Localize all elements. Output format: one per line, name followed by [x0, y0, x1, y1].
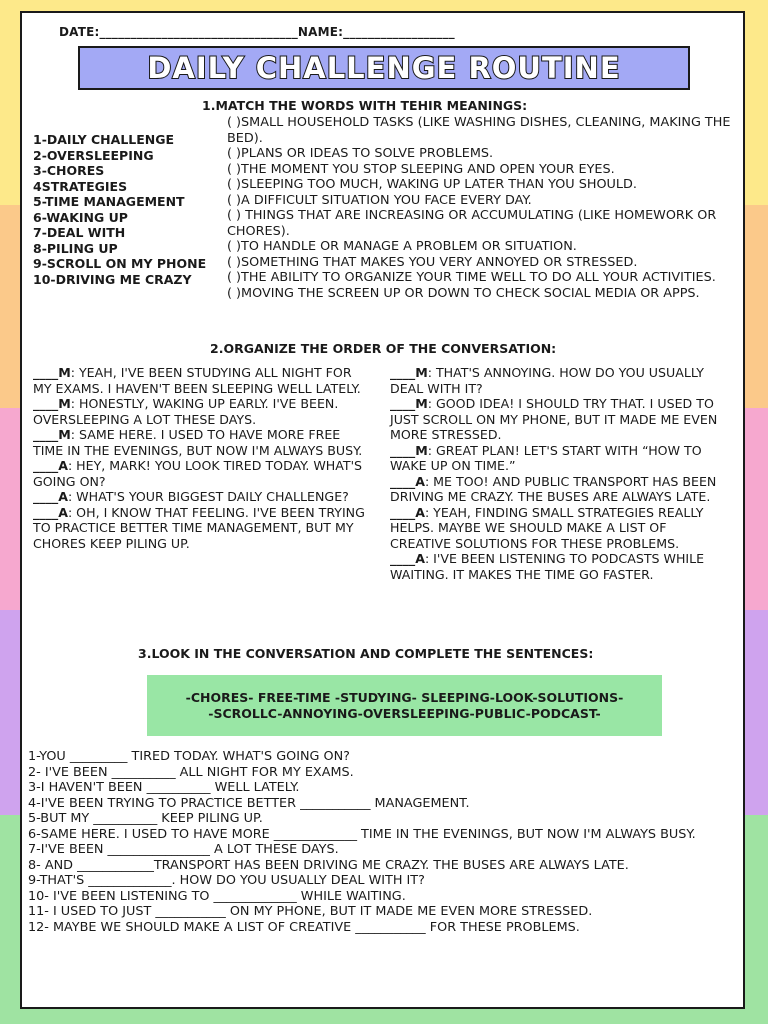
meaning-item: ( ) THINGS THAT ARE INCREASING OR ACCUMULATING (LIKE HOMEWORK OR CHORES). [227, 208, 717, 239]
conversation-line: ____A: ME TOO! AND PUBLIC TRANSPORT HAS BEEN DRIVING ME CRAZY. THE BUSES ARE ALWAYS LATE. [390, 473, 717, 504]
word-bank [147, 675, 662, 736]
conversation-line: ____M: HONESTLY, WAKING UP EARLY. I'VE BEEN. [33, 396, 339, 411]
title-banner [78, 46, 690, 90]
sentence-item: 7-I'VE BEEN ________________ A LOT THESE DAYS. [28, 842, 339, 857]
meaning-item: ( )A DIFFICULT SITUATION YOU FACE EVERY DAY. [227, 192, 532, 208]
vocab-item: 9-SCROLL ON MY PHONE [33, 256, 207, 271]
vocab-list [33, 132, 206, 287]
sentence-item: 6-SAME HERE. I USED TO HAVE MORE _____________ TIME IN THE EVENINGS, BUT NOW I'M ALWAYS BUSY. [28, 826, 696, 842]
conversation-line: ____A: HEY, MARK! YOU LOOK TIRED TODAY. WHAT'S GOING ON? [33, 458, 363, 489]
conversation-right-column [390, 365, 728, 582]
vocab-item: 8-PILING UP [33, 240, 118, 256]
vocab-item: 1-DAILY CHALLENGE [33, 132, 175, 147]
section3-title: 3.LOOK IN THE CONVERSATION AND COMPLETE THE SENTENCES: [138, 646, 594, 661]
date-name-line: DATE:________________________________NAME:__________________ [59, 25, 455, 39]
vocab-item: 7-DEAL WITH [33, 225, 126, 240]
sentence-item: 12- MAYBE WE SHOULD MAKE A LIST OF CREATIVE ___________ FOR THESE PROBLEMS. [28, 919, 580, 935]
worksheet-page [20, 11, 745, 1009]
meaning-item: ( )THE ABILITY TO ORGANIZE YOUR TIME WELL TO DO ALL YOUR ACTIVITIES. [227, 270, 716, 285]
conversation-line: ____M: GREAT PLAN! LET'S START WITH “HOW TO WAKE UP ON TIME.” [390, 442, 702, 473]
vocab-item: 2-OVERSLEEPING [33, 147, 154, 163]
conversation-line: ____A: WHAT'S YOUR BIGGEST DAILY CHALLENGE? [33, 489, 349, 504]
sentence-item: 5-BUT MY __________ KEEP PILING UP. [28, 811, 263, 826]
word-bank-line: -SCROLLC-ANNOYING-OVERSLEEPING-PUBLIC-PODCAST- [208, 705, 601, 721]
sentence-item: 2- I'VE BEEN __________ ALL NIGHT FOR MY EXAMS. [28, 764, 354, 780]
conversation-line: ____A: OH, I KNOW THAT FEELING. I'VE BEEN TRYING TO PRACTICE BETTER TIME MANAGEMENT, BUT MY CHORES KEEP PILING UP. [33, 504, 365, 551]
meaning-item: ( )SLEEPING TOO MUCH, WAKING UP LATER THAN YOU SHOULD. [227, 177, 637, 192]
conversation-line: ____A: YEAH, FINDING SMALL STRATEGIES REALLY HELPS. MAYBE WE SHOULD MAKE A LIST OF CREATIVE SOLUTIONS FOR THESE PROBLEMS. [390, 504, 704, 551]
conversation-line: ____M: GOOD IDEA! I SHOULD TRY THAT. I USED TO JUST SCROLL ON MY PHONE, BUT IT MADE ME EVEN MORE STRESSED. [390, 396, 718, 442]
meanings-list [227, 115, 737, 301]
sentence-item: 1-YOU _________ TIRED TODAY. WHAT'S GOING ON? [28, 749, 350, 764]
conversation-line: ____M: SAME HERE. I USED TO HAVE MORE FREE TIME IN THE EVENINGS, BUT NOW I'M ALWAYS BUSY. [33, 427, 363, 458]
sentence-item: 4-I'VE BEEN TRYING TO PRACTICE BETTER ___________ MANAGEMENT. [28, 795, 470, 811]
conversation-left-column [33, 365, 371, 551]
section2-title: 2.ORGANIZE THE ORDER OF THE CONVERSATION: [210, 341, 557, 356]
vocab-item: 3-CHORES [33, 163, 105, 178]
meaning-item: ( )THE MOMENT YOU STOP SLEEPING AND OPEN YOUR EYES. [227, 161, 615, 177]
conversation-line: ____M: YEAH, I'VE BEEN STUDYING ALL NIGHT FOR MY EXAMS. I HAVEN'T BEEN SLEEPING WELL LATELY. [33, 365, 361, 396]
sentence-item: 8- AND ____________TRANSPORT HAS BEEN DRIVING ME CRAZY. THE BUSES ARE ALWAYS LATE. [28, 857, 629, 873]
conversation-line: ____M: THAT'S ANNOYING. HOW DO YOU USUALLY DEAL WITH IT? [390, 365, 704, 396]
sentences-list [28, 749, 740, 935]
sentence-item: 11- I USED TO JUST ___________ ON MY PHONE, BUT IT MADE ME EVEN MORE STRESSED. [28, 904, 593, 919]
meaning-item: ( )PLANS OR IDEAS TO SOLVE PROBLEMS. [227, 146, 494, 161]
sentence-item: 10- I'VE BEEN LISTENING TO _____________ WHILE WAITING. [28, 888, 406, 904]
meaning-item: ( )SOMETHING THAT MAKES YOU VERY ANNOYED OR STRESSED. [227, 254, 638, 270]
word-bank-line: -CHORES- FREE-TIME -STUDYING- SLEEPING-LOOK-SOLUTIONS- [185, 689, 624, 705]
vocab-item: 4STRATEGIES [33, 178, 128, 194]
worksheet-title: DAILY CHALLENGE ROUTINE [147, 51, 621, 85]
meaning-item: ( )MOVING THE SCREEN UP OR DOWN TO CHECK SOCIAL MEDIA OR APPS. [227, 285, 700, 301]
conversation-line: OVERSLEEPING A LOT THESE DAYS. [33, 411, 257, 427]
meaning-item: ( )SMALL HOUSEHOLD TASKS (LIKE WASHING DISHES, CLEANING, MAKING THE BED). [227, 115, 731, 146]
vocab-item: 10-DRIVING ME CRAZY [33, 271, 192, 287]
sentence-item: 9-THAT'S _____________. HOW DO YOU USUALLY DEAL WITH IT? [28, 873, 425, 888]
meaning-item: ( )TO HANDLE OR MANAGE A PROBLEM OR SITUATION. [227, 239, 577, 254]
vocab-item: 6-WAKING UP [33, 209, 128, 225]
sentence-item: 3-I HAVEN'T BEEN __________ WELL LATELY. [28, 780, 300, 795]
vocab-item: 5-TIME MANAGEMENT [33, 194, 185, 209]
conversation-line: ____A: I'VE BEEN LISTENING TO PODCASTS WHILE WAITING. IT MAKES THE TIME GO FASTER. [390, 551, 705, 582]
section1-title: 1.MATCH THE WORDS WITH TEHIR MEANINGS: [202, 98, 528, 113]
